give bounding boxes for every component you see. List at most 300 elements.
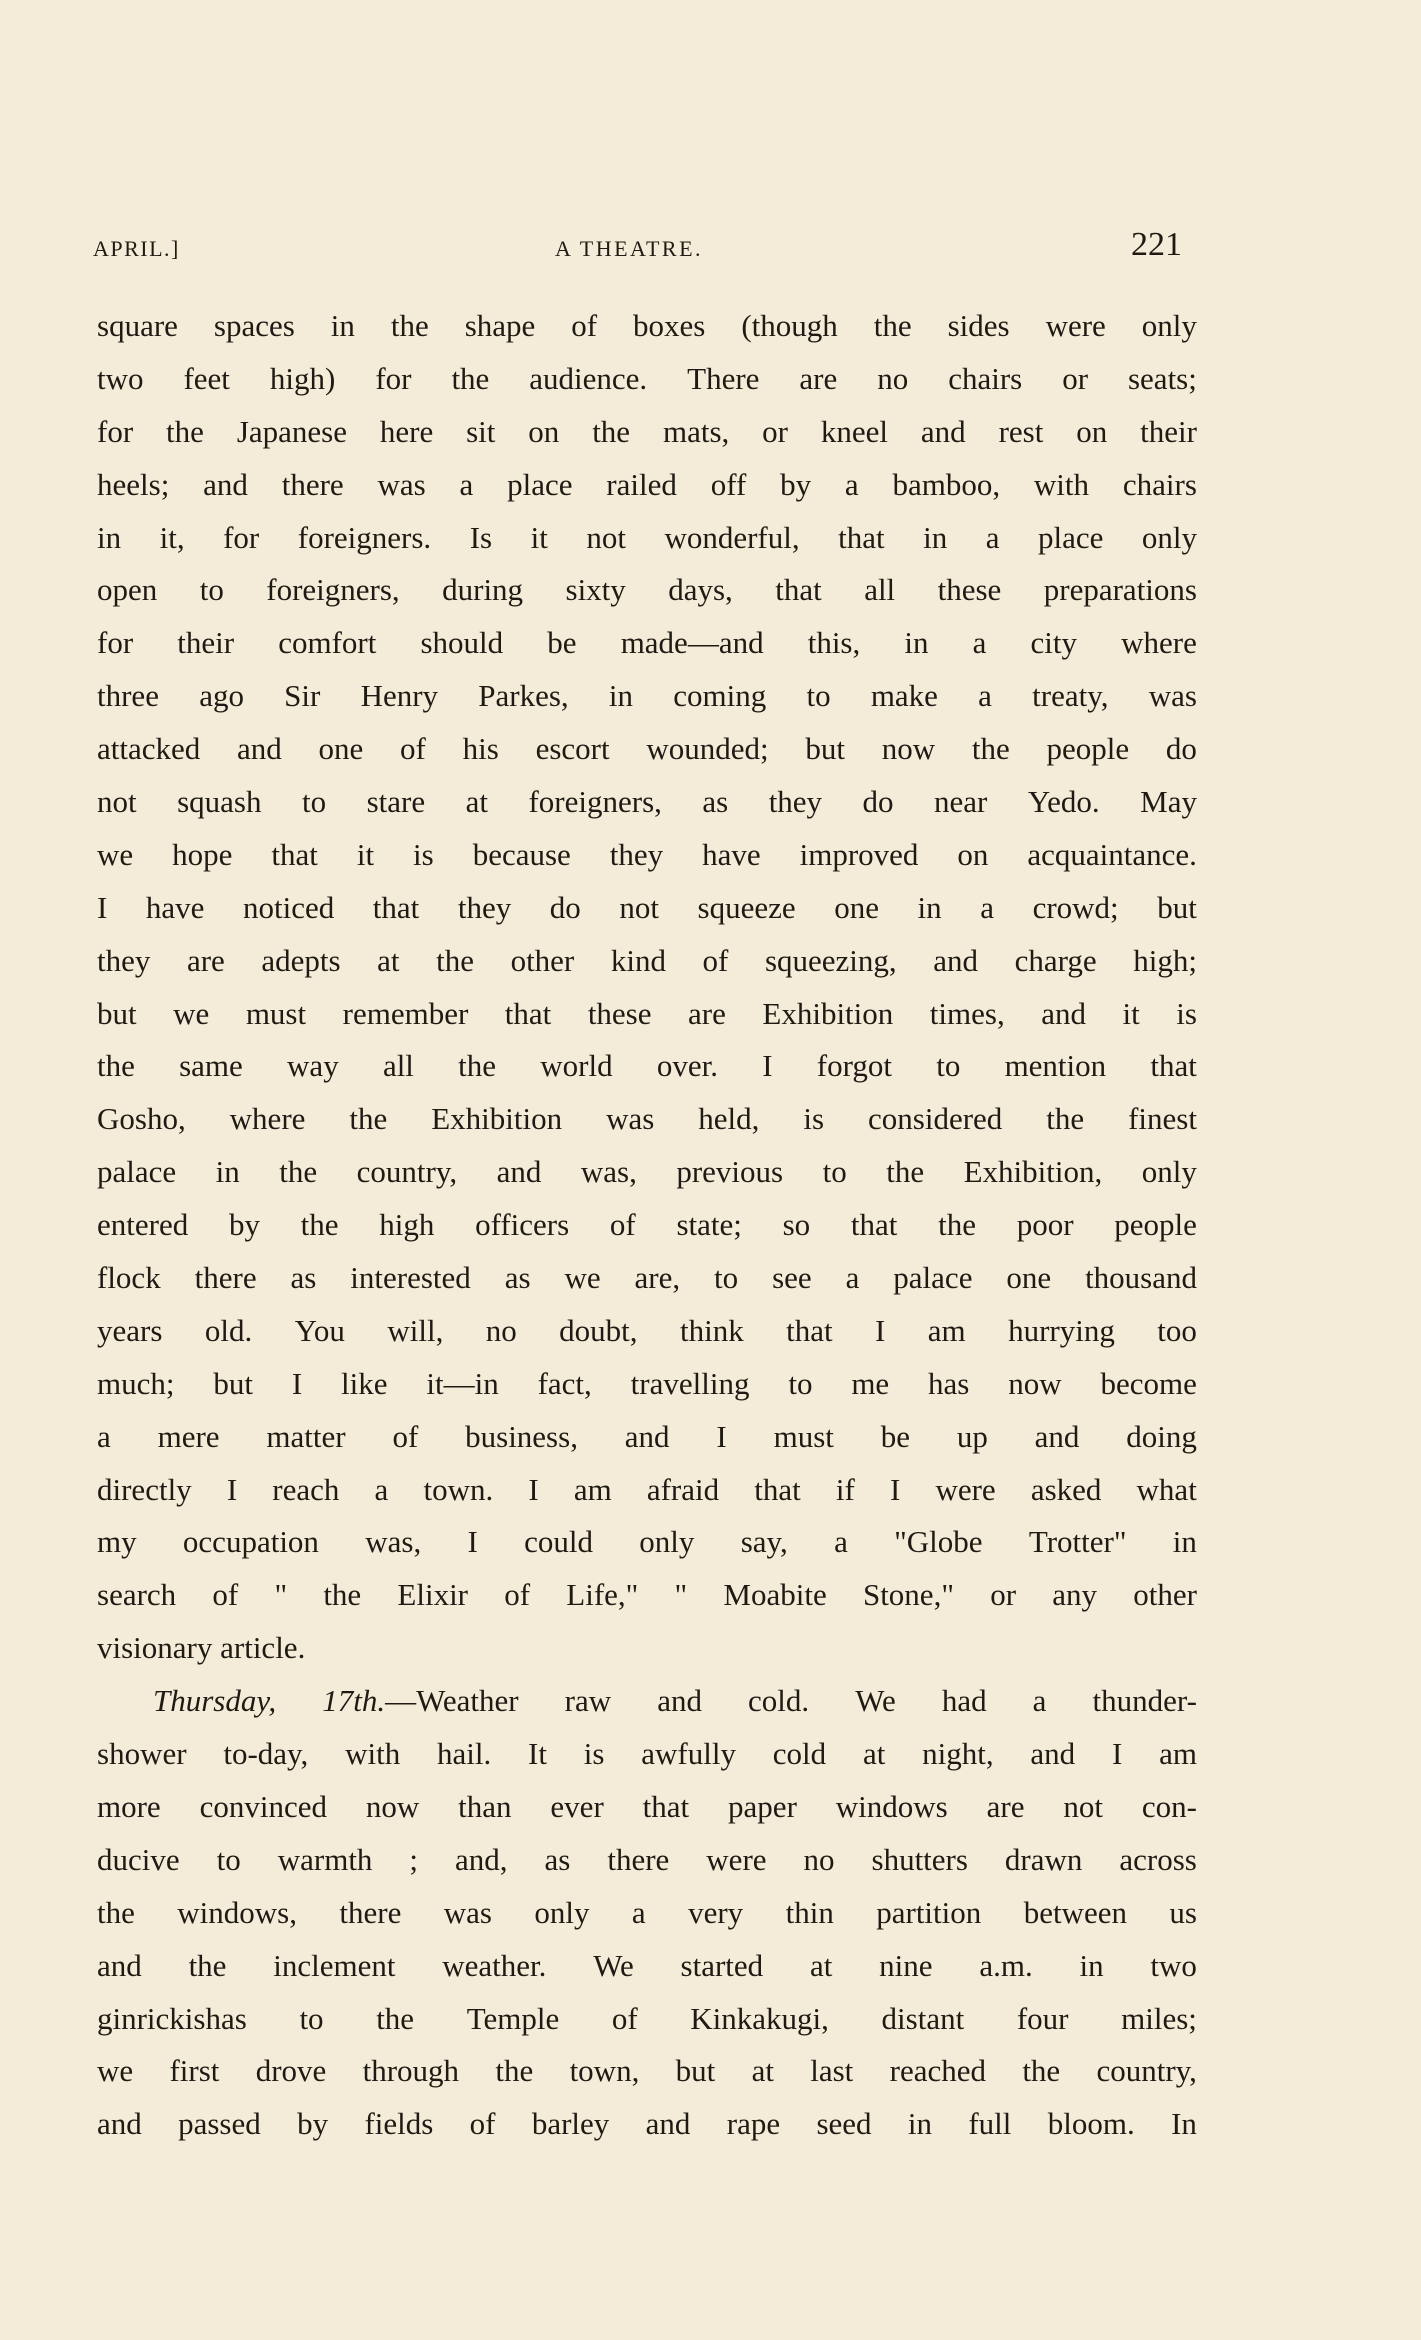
- word: previous: [676, 1154, 784, 1190]
- word: become: [1100, 1365, 1197, 1401]
- word: state;: [676, 1207, 742, 1243]
- word: days,: [668, 572, 733, 608]
- word: the: [886, 1154, 925, 1190]
- word: squeeze: [697, 889, 796, 925]
- word: and: [203, 466, 248, 502]
- word: do: [862, 784, 894, 820]
- word: I: [1111, 1736, 1123, 1772]
- word: these: [937, 572, 1002, 608]
- word: square: [97, 308, 178, 343]
- word: that: [850, 1207, 898, 1243]
- text-line: [97, 776, 1197, 829]
- word: and: [1041, 995, 1086, 1031]
- word: of: [400, 731, 426, 767]
- word: if: [835, 1471, 855, 1507]
- word: seats;: [1127, 360, 1197, 396]
- word: not: [586, 519, 626, 555]
- word: the: [873, 308, 912, 343]
- word: is: [583, 1736, 605, 1772]
- word: that: [775, 572, 822, 608]
- word: two: [97, 360, 144, 396]
- word: Is: [469, 519, 493, 555]
- word: do: [549, 889, 581, 925]
- word: were: [1045, 308, 1106, 343]
- word: are: [799, 360, 838, 396]
- word: thousand: [1085, 1260, 1197, 1296]
- word: Yedo.: [1027, 784, 1100, 820]
- word: to: [806, 678, 831, 714]
- word: kneel: [820, 413, 889, 449]
- word: people: [1046, 731, 1130, 767]
- text-line: [97, 2098, 1197, 2151]
- word: warmth: [277, 1841, 373, 1877]
- word: the: [436, 942, 474, 978]
- word: was,: [580, 1154, 637, 1190]
- word: like: [341, 1365, 388, 1401]
- word: I: [875, 1312, 886, 1348]
- text-line: [97, 564, 1197, 617]
- date-day-and-text: 17th.—Weather: [322, 1683, 519, 1719]
- word: Parkes,: [478, 678, 569, 714]
- word: to: [301, 784, 327, 820]
- word: with: [1033, 466, 1090, 502]
- word: to: [199, 572, 224, 608]
- word: is: [1176, 995, 1197, 1031]
- word: last: [810, 2053, 854, 2089]
- text-line: [97, 1940, 1197, 1993]
- word: windows,: [177, 1894, 297, 1930]
- word: to-day,: [223, 1736, 309, 1772]
- word: or: [990, 1577, 1017, 1613]
- word: search: [97, 1577, 177, 1613]
- word: me: [851, 1365, 890, 1401]
- word: a.m.: [979, 1947, 1033, 1983]
- word: and: [97, 2106, 142, 2142]
- word: kind: [610, 942, 666, 978]
- word: afraid: [646, 1471, 720, 1507]
- word: You: [294, 1312, 345, 1348]
- text-line: [97, 1675, 1197, 1728]
- word: thin: [785, 1894, 834, 1930]
- word: because: [472, 836, 571, 872]
- word: the: [323, 1577, 362, 1613]
- word: a: [978, 678, 992, 714]
- word: the: [1022, 2053, 1061, 2089]
- word: at: [377, 942, 400, 978]
- word: audience.: [529, 360, 648, 396]
- word: only: [639, 1524, 695, 1560]
- word: foreigners,: [528, 784, 662, 820]
- word: charge: [1014, 942, 1097, 978]
- word: by: [780, 466, 812, 502]
- word: and: [657, 1683, 702, 1719]
- word: night,: [922, 1736, 994, 1772]
- word: chairs: [948, 360, 1023, 396]
- word: the: [451, 360, 490, 396]
- word: not: [97, 784, 137, 820]
- word: no: [485, 1312, 517, 1348]
- word: ;: [409, 1841, 419, 1877]
- word: in: [330, 308, 355, 343]
- word: noticed: [242, 889, 335, 925]
- word: squeezing,: [764, 942, 897, 978]
- word: and: [645, 2106, 691, 2142]
- word: over.: [656, 1048, 718, 1084]
- word: feet: [183, 360, 230, 396]
- running-head-month: APRIL.]: [93, 236, 180, 261]
- word: May: [1140, 784, 1197, 820]
- word: of: [571, 308, 598, 343]
- word: high): [269, 360, 336, 396]
- word: it: [356, 836, 375, 872]
- word: shape: [464, 308, 536, 343]
- word: world: [540, 1048, 613, 1084]
- word: a: [631, 1894, 646, 1930]
- word: In: [1171, 2106, 1197, 2142]
- word: thunder-: [1092, 1683, 1197, 1719]
- word: palace: [97, 1154, 177, 1190]
- word: that: [372, 889, 420, 925]
- word: chairs: [1122, 466, 1197, 502]
- word: Stone,": [862, 1577, 954, 1613]
- word: I: [889, 1471, 901, 1507]
- word: only: [534, 1894, 590, 1930]
- word: to: [788, 1365, 813, 1401]
- word: we: [97, 836, 134, 872]
- word: a: [845, 1260, 860, 1296]
- word: for: [97, 413, 134, 449]
- word: entered: [97, 1207, 189, 1243]
- word: and: [1034, 1418, 1080, 1454]
- word: their: [1140, 413, 1197, 449]
- word: for: [223, 519, 260, 555]
- word: was: [443, 1894, 492, 1930]
- word: "Globe: [894, 1524, 983, 1560]
- word: the: [166, 413, 204, 449]
- date-weekday: Thursday,: [153, 1683, 277, 1719]
- word: their: [177, 625, 235, 661]
- word: other: [510, 942, 575, 978]
- word: that: [786, 1312, 833, 1348]
- word: it,: [159, 519, 185, 555]
- word: but: [675, 2053, 716, 2089]
- text-line: [97, 617, 1197, 670]
- word: country,: [1096, 2053, 1197, 2089]
- text-line: [97, 1622, 1197, 1675]
- word: crowd;: [1032, 889, 1119, 925]
- word: the: [971, 731, 1010, 767]
- word: the: [592, 413, 631, 449]
- word: comfort: [278, 625, 377, 661]
- word: doubt,: [559, 1312, 638, 1348]
- word: rape: [726, 2106, 781, 2142]
- word: paper: [728, 1788, 797, 1824]
- word: is: [803, 1101, 825, 1137]
- word: (though: [741, 308, 838, 343]
- word: Sir: [284, 678, 321, 714]
- word: in: [907, 2106, 933, 2142]
- word: only: [1141, 308, 1197, 343]
- word: as: [702, 784, 729, 820]
- word: one: [318, 731, 364, 767]
- word: shower: [97, 1736, 187, 1772]
- word: that: [642, 1788, 690, 1824]
- word: make: [870, 678, 938, 714]
- text-line: [97, 1252, 1197, 1305]
- word: one: [834, 889, 879, 925]
- word: escort: [535, 731, 610, 767]
- word: officers: [475, 1207, 570, 1243]
- word: flock: [97, 1260, 161, 1296]
- word: a: [97, 1418, 111, 1454]
- text-line: [97, 300, 1197, 353]
- word: two: [1150, 1947, 1197, 1983]
- word: was: [377, 466, 426, 502]
- word: high: [379, 1207, 435, 1243]
- text-line: [97, 829, 1197, 882]
- word: years: [97, 1312, 163, 1348]
- word: at: [809, 1947, 833, 1983]
- word: was: [1148, 678, 1197, 714]
- word: poor: [1016, 1207, 1074, 1243]
- word: seed: [816, 2106, 872, 2142]
- word: There: [687, 360, 760, 396]
- word: windows: [835, 1788, 948, 1824]
- word: are,: [634, 1260, 681, 1296]
- word: place: [1037, 519, 1104, 555]
- text-line: [97, 1993, 1197, 2046]
- word: were: [935, 1471, 996, 1507]
- word: but: [1157, 889, 1197, 925]
- word: there: [194, 1260, 257, 1296]
- word: distant: [881, 2000, 965, 2036]
- word: city: [1030, 625, 1078, 661]
- text-line: [97, 459, 1197, 512]
- word: only: [1141, 519, 1197, 555]
- word: three: [97, 678, 159, 714]
- word: am: [927, 1312, 966, 1348]
- word: way: [287, 1048, 339, 1084]
- word: not: [1063, 1788, 1103, 1824]
- word: same: [179, 1048, 243, 1084]
- word: preparations: [1043, 572, 1197, 608]
- word: now: [881, 731, 936, 767]
- text-line: [97, 1516, 1197, 1569]
- word: are: [186, 942, 225, 978]
- word: barley: [531, 2106, 610, 2142]
- word: am: [573, 1471, 612, 1507]
- word: ducive: [97, 1841, 180, 1877]
- word: as: [544, 1841, 571, 1877]
- text-line: [97, 512, 1197, 565]
- word: directly: [97, 1471, 192, 1507]
- word: ": [674, 1577, 688, 1613]
- page-body-text: [97, 300, 1197, 2151]
- word: drawn: [1004, 1841, 1083, 1877]
- word: foreigners.: [297, 519, 432, 555]
- word: times,: [929, 995, 1005, 1031]
- word: for: [375, 360, 412, 396]
- word: where: [1121, 625, 1197, 661]
- word: on: [1076, 413, 1108, 449]
- word: full: [968, 2106, 1012, 2142]
- word: raw: [564, 1683, 612, 1719]
- word: I: [97, 889, 108, 925]
- word: it—in: [426, 1365, 499, 1401]
- text-line: [97, 1887, 1197, 1940]
- word: not: [619, 889, 659, 925]
- word: article.: [220, 1630, 306, 1666]
- word: town.: [423, 1471, 494, 1507]
- word: and: [1030, 1736, 1076, 1772]
- word: made—and: [620, 625, 764, 661]
- word: in: [917, 889, 942, 925]
- word: and: [624, 1418, 670, 1454]
- word: on: [957, 836, 989, 872]
- text-line: [97, 1834, 1197, 1887]
- word: I: [528, 1471, 539, 1507]
- word: drove: [255, 2053, 327, 2089]
- word: am: [1159, 1736, 1197, 1772]
- word: awfully: [641, 1736, 736, 1772]
- word: and: [97, 1947, 142, 1983]
- word: off: [710, 466, 747, 502]
- word: in: [608, 678, 634, 714]
- text-line: [97, 935, 1197, 988]
- word: that: [271, 836, 318, 872]
- word: they: [457, 889, 512, 925]
- word: finest: [1128, 1101, 1197, 1137]
- word: to: [216, 1841, 241, 1877]
- word: very: [688, 1894, 744, 1930]
- word: reached: [889, 2053, 986, 2089]
- page-number: 221: [1131, 226, 1182, 263]
- word: squash: [177, 784, 262, 820]
- word: heels;: [97, 466, 170, 502]
- word: country,: [356, 1154, 458, 1190]
- word: that: [754, 1471, 801, 1507]
- word: convinced: [199, 1788, 327, 1824]
- word: a: [985, 519, 1000, 555]
- word: we: [173, 995, 210, 1031]
- word: more: [97, 1788, 161, 1824]
- word: fields: [364, 2106, 434, 2142]
- text-line: [97, 1411, 1197, 1464]
- word: a: [374, 1471, 389, 1507]
- word: partition: [876, 1894, 982, 1930]
- word: now: [365, 1788, 420, 1824]
- word: do: [1165, 731, 1197, 767]
- word: the: [300, 1207, 339, 1243]
- word: too: [1157, 1312, 1197, 1348]
- word: hope: [172, 836, 233, 872]
- word: but: [805, 731, 845, 767]
- word: my: [97, 1524, 137, 1560]
- word: they: [97, 942, 151, 978]
- word: forgot: [816, 1048, 892, 1084]
- word: business,: [465, 1418, 578, 1454]
- word: I: [467, 1524, 478, 1560]
- word: to: [714, 1260, 739, 1296]
- word: ever: [550, 1788, 604, 1824]
- word: open: [97, 572, 158, 608]
- running-head-title: A THEATRE.: [555, 236, 704, 261]
- word: they: [609, 836, 664, 872]
- word: that: [838, 519, 885, 555]
- word: by: [228, 1207, 260, 1243]
- word: there: [339, 1894, 402, 1930]
- word: bamboo,: [892, 466, 1001, 502]
- word: in: [215, 1154, 240, 1190]
- word: occupation: [182, 1524, 319, 1560]
- word: with: [345, 1736, 401, 1772]
- word: here: [379, 413, 434, 449]
- word: and: [496, 1154, 542, 1190]
- text-line: [97, 1093, 1197, 1146]
- word: in: [97, 519, 122, 555]
- text-line: [97, 1781, 1197, 1834]
- word: now: [1008, 1365, 1062, 1401]
- word: these: [587, 995, 652, 1031]
- word: of: [504, 1577, 531, 1613]
- word: We: [593, 1947, 634, 1983]
- word: be: [880, 1418, 910, 1454]
- word: matter: [266, 1418, 346, 1454]
- word: started: [680, 1947, 764, 1983]
- word: nine: [879, 1947, 933, 1983]
- word: coming: [673, 678, 767, 714]
- word: on: [528, 413, 560, 449]
- word: of: [611, 2000, 638, 2036]
- word: asked: [1030, 1471, 1102, 1507]
- word: cold: [772, 1736, 827, 1772]
- word: one: [1006, 1260, 1052, 1296]
- word: of: [392, 1418, 419, 1454]
- word: passed: [178, 2106, 261, 2142]
- word: the: [376, 2000, 415, 2036]
- word: us: [1169, 1894, 1197, 1930]
- word: all: [864, 572, 896, 608]
- text-line: [97, 723, 1197, 776]
- word: a: [844, 466, 859, 502]
- text-line: [97, 988, 1197, 1041]
- word: Exhibition,: [963, 1154, 1103, 1190]
- word: to: [822, 1154, 847, 1190]
- word: shutters: [871, 1841, 968, 1877]
- word: during: [442, 572, 524, 608]
- word: the: [349, 1101, 388, 1137]
- word: we: [564, 1260, 601, 1296]
- word: as: [504, 1260, 531, 1296]
- word: was,: [365, 1524, 422, 1560]
- date-day: 17th.: [322, 1683, 386, 1719]
- word: mention: [1004, 1048, 1107, 1084]
- word: no: [803, 1841, 835, 1877]
- word: Moabite: [723, 1577, 827, 1613]
- text-line: [97, 1569, 1197, 1622]
- text-line: [97, 1040, 1197, 1093]
- word: adepts: [261, 942, 341, 978]
- word: Kinkakugi,: [690, 2000, 829, 2036]
- word: the: [938, 1207, 976, 1243]
- word: a: [834, 1524, 848, 1560]
- word: up: [956, 1418, 988, 1454]
- word: Japanese: [236, 413, 347, 449]
- text-line: [97, 406, 1197, 459]
- text-line: [97, 1146, 1197, 1199]
- word: have: [145, 889, 205, 925]
- word: attacked: [97, 731, 201, 767]
